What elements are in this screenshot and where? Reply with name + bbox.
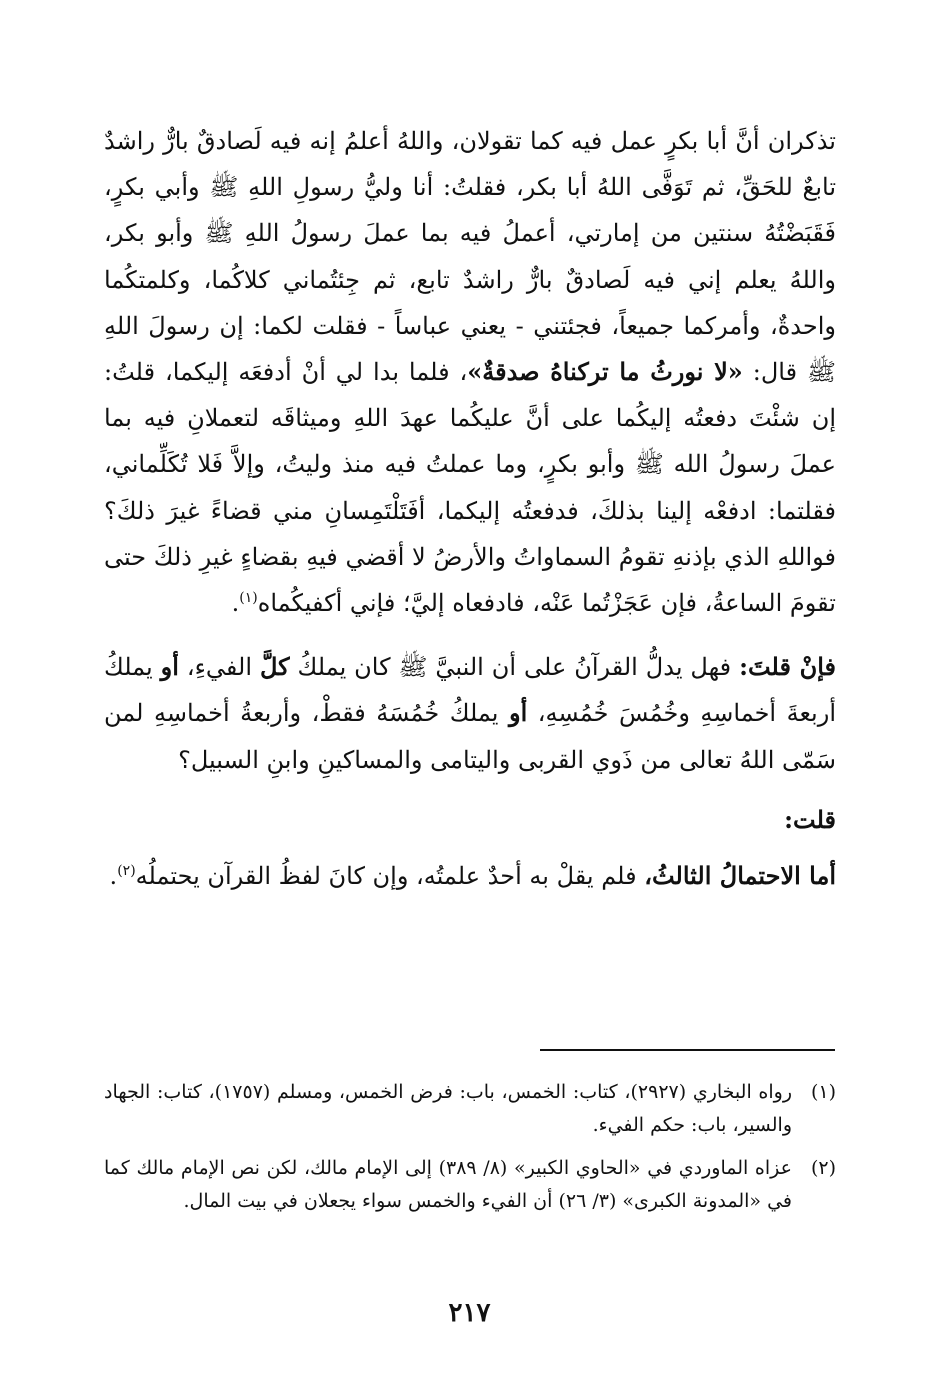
footnote-item: [104, 1152, 836, 1218]
answer-emphasis: أما الاحتمالُ الثالثُ،: [644, 861, 836, 891]
paragraph-narration: [104, 118, 836, 626]
paragraph-question: [104, 644, 836, 783]
footnote-ref-1[interactable]: (١): [239, 590, 258, 607]
answer-heading: قلت:: [784, 804, 836, 834]
footnote-divider: [540, 1049, 835, 1051]
footnote-text: عزاه الماوردي في «الحاوي الكبير» (٨/ ٣٨٩) إلى الإمام مالك، لكن نص الإمام مالك كما في «المدونة الكبرى» (٣/ ٢٦) أن الفيء والخمس سواء يجعلان في بيت المال.: [104, 1157, 792, 1212]
page-number: ٢١٧: [448, 1298, 491, 1328]
question-emphasis: أو: [160, 652, 179, 682]
question-text: الفيءِ،: [186, 653, 253, 682]
narration-text: تذكران أنَّ أبا بكرٍ عمل فيه كما تقولان، واللهُ أعلمُ إنه فيه لَصادقٌ بارٌّ راشدٌ تابعٌ للحَقِّ، ثم تَوَفَّى اللهُ أبا بكر، فقلتُ: أنا وليُّ رسولِ اللهِ ﷺ وأبي بكرٍ، فَقَبَضْتُهُ سنتين من إمارتي، أعملُ فيه بما عملَ رسولُ اللهِ ﷺ وأبو بكر، واللهُ يعلم إني فيه لَصادقٌ بارٌّ راشدٌ تابع، ثم جِئتُماني كلاكُما، وكلمتكُما واحدةٌ، وأمركما جميعاً، فجئتني - يعني عباساً - فقلت لكما: إن رسولَ اللهِ ﷺ قال:: [104, 127, 837, 387]
footnote-ref-2[interactable]: (٢): [117, 863, 136, 880]
answer-end: .: [109, 862, 118, 891]
footnotes: [104, 1076, 836, 1228]
question-text: يملكُ أربعةَ أخماسِهِ وخُمُسَ خُمُسِهِ،: [104, 653, 836, 728]
question-emphasis: كلَّ: [259, 652, 290, 682]
narration-end: .: [231, 589, 240, 618]
footnote-text: رواه البخاري (٢٩٢٧)، كتاب: الخمس، باب: فرض الخمس، ومسلم (١٧٥٧)، كتاب: الجهاد والسير، باب: حكم الفيء.: [104, 1081, 792, 1136]
question-emphasis: أو: [509, 698, 528, 728]
hadith-quote: «لا نورثُ ما تركناهُ صدقةٌ»: [467, 357, 743, 387]
paragraph-answer: [104, 853, 836, 899]
question-label: فإنْ قلتَ:: [739, 652, 836, 682]
answer-text: فلم يقلْ به أحدٌ علمتُه، وإن كانَ لفظُ القرآن يحتملُه: [135, 862, 637, 891]
question-text: يملكُ خُمُسَهُ فقطْ، وأربعةُ أخماسِهِ لمن سَمّى اللهُ تعالى من ذَوي القربى واليتامى والمساكينِ وابنِ السبيل؟: [104, 699, 836, 774]
narration-text-cont: ، فلما بدا لي أنْ أدفعَه إليكما، قلتُ: إن شئْتَ دفعتُه إليكُما على أنَّ عليكُما عهدَ اللهِ وميثاقَه لتعملانِ فيه بما عملَ رسولُ الله ﷺ وأبو بكرٍ، وما عملتُ فيه منذ وليتُ، وإلاَّ فَلا تُكَلِّماني، فقلتما: ادفعْه إلينا بذلكَ، فدفعتُه إليكما، أفَتَلْتَمِسانِ مني قضاءً غيرَ ذلكَ؟ فواللهِ الذي بإذنهِ تقومُ السماواتُ والأرضُ لا أقضي فيهِ بقضاءٍ غيرِ ذلكَ حتى تقومَ الساعةُ، فإن عَجَزْتُما عَنْه، فادفعاه إليَّ؛ فإني أكفيكُماه: [104, 358, 836, 618]
question-text: فهل يدلُّ القرآنُ على أن النبيَّ ﷺ كان يملكُ: [297, 653, 732, 682]
main-text: [104, 118, 836, 899]
footnote-item: [104, 1076, 836, 1142]
footnote-number: (٢): [810, 1157, 836, 1179]
footnote-number: (١): [810, 1081, 836, 1103]
